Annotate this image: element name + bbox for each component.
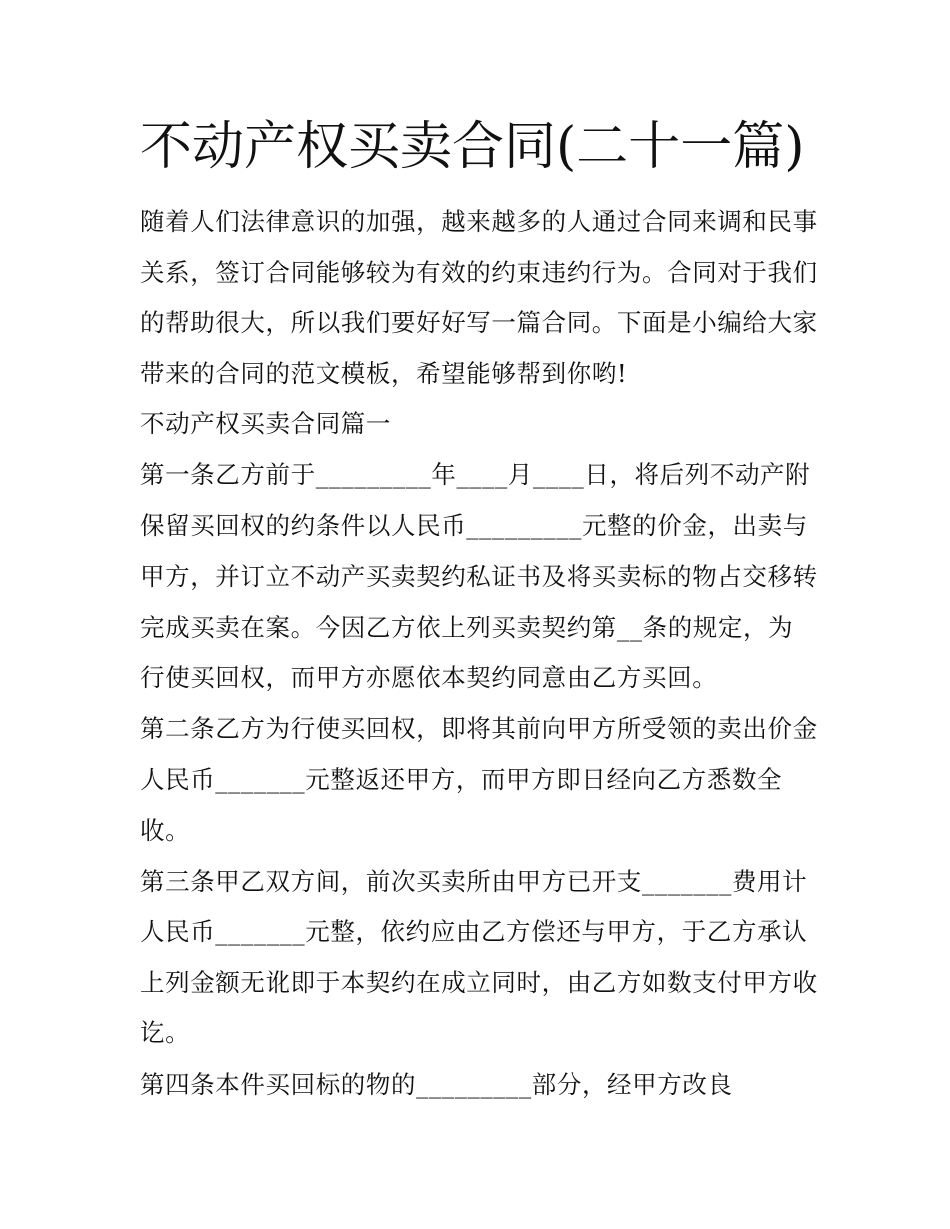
article-1-line-4: 完成买卖在案。今因乙方依上列买卖契约第__条的规定，为 — [140, 613, 794, 642]
article-1-line-3: 甲方，并订立不动产买卖契约私证书及将买卖标的物占交移转 — [140, 562, 818, 591]
article-1-line-5: 行使买回权，而甲方亦愿依本契约同意由乙方买回。 — [140, 663, 718, 692]
document-title: 不动产权买卖合同(二十一篇) — [140, 117, 805, 177]
article-1-line-2: 保留买回权的约条件以人民币_________元整的价金，出卖与 — [140, 511, 808, 540]
article-4-line-1: 第四条本件买回标的物的_________部分，经甲方改良 — [140, 1070, 733, 1099]
article-3-line-1: 第三条甲乙双方间，前次买卖所由甲方已开支_______费用计 — [140, 867, 808, 896]
article-3-line-2: 人民币_______元整，依约应由乙方偿还与甲方，于乙方承认 — [140, 917, 808, 946]
article-3-line-4: 讫。 — [140, 1018, 191, 1047]
intro-line-4: 带来的合同的范文模板，希望能够帮到你哟! — [140, 359, 628, 388]
article-2-line-1: 第二条乙方为行使买回权，即将其前向甲方所受领的卖出价金 — [140, 714, 818, 743]
article-2-line-3: 收。 — [140, 816, 191, 845]
section-heading: 不动产权买卖合同篇一 — [140, 409, 391, 438]
intro-line-2: 关系，签订合同能够较为有效的约束违约行为。合同对于我们 — [140, 258, 818, 287]
article-1-line-1: 第一条乙方前于_________年____月____日，将后列不动产附 — [140, 460, 811, 489]
intro-line-1: 随着人们法律意识的加强，越来越多的人通过合同来调和民事 — [140, 207, 818, 236]
intro-line-3: 的帮助很大，所以我们要好好写一篇合同。下面是小编给大家 — [140, 308, 818, 337]
article-2-line-2: 人民币_______元整返还甲方，而甲方即日经向乙方悉数全 — [140, 765, 783, 794]
article-3-line-3: 上列金额无讹即于本契约在成立同时，由乙方如数支付甲方收 — [140, 968, 818, 997]
